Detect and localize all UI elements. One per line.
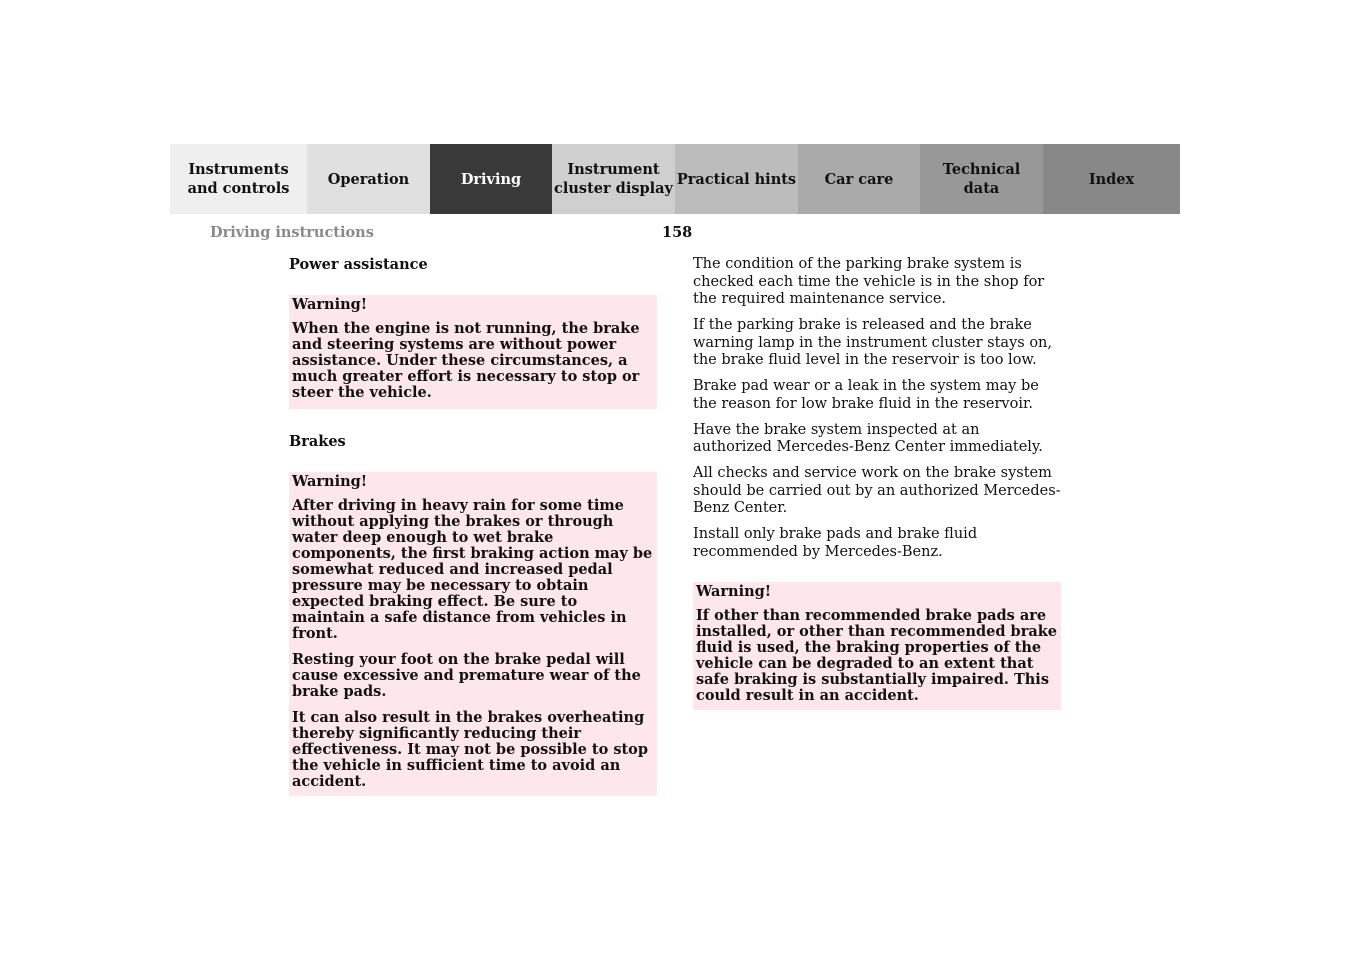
body-paragraph: Brake pad wear or a leak in the system may be the reason for low brake fluid in the reservoir. [693, 378, 1039, 412]
warning-text: When the engine is not running, the brake and steering systems are without power assistance. Under these circumstances, a much greater effort is necessary to stop or steer the vehicle. [292, 320, 640, 401]
body-paragraph: If the parking brake is released and the brake warning lamp in the instrument cluster stays on, the brake fluid level in the reservoir is too low. [693, 317, 1052, 368]
warning-text: If other than recommended brake pads are installed, or other than recommended brake fluid is used, the braking properties of the vehicle can be degraded to an extent that safe braking is substantially impaired. This could result in an accident. [696, 607, 1058, 704]
power-assistance-heading: Power assistance [289, 256, 428, 273]
page-number: 158 [662, 224, 693, 241]
warning-title: Warning! [292, 296, 368, 313]
tab-car-care[interactable]: Car care [798, 144, 920, 214]
tab-operation[interactable]: Operation [307, 144, 430, 214]
power-assistance-warning [289, 295, 657, 409]
brakes-warning [289, 472, 657, 796]
tab-driving[interactable]: Driving [430, 144, 552, 214]
brake-pads-warning [693, 582, 1061, 710]
tab-index[interactable]: Index [1043, 144, 1180, 214]
brakes-heading: Brakes [289, 433, 346, 450]
body-paragraph: Have the brake system inspected at an authorized Mercedes-Benz Center immediately. [693, 421, 1043, 455]
warning-text: It can also result in the brakes overheating thereby significantly reducing their effectiveness. It may not be possible to stop the vehicle in sufficient time to avoid an accident. [292, 709, 648, 790]
section-label: Driving instructions [210, 224, 374, 241]
warning-title: Warning! [696, 583, 772, 600]
right-column [693, 256, 1061, 710]
tab-technical-data[interactable]: Technical data [920, 144, 1043, 214]
warning-text: After driving in heavy rain for some time without applying the brakes or through water deep enough to wet brake components, the first braking action may be somewhat reduced and increased pedal pressure may be necessary to obtain expected braking effect. Be sure to maintain a safe distance from vehicles in front. [292, 497, 653, 642]
warning-text: Resting your foot on the brake pedal will cause excessive and premature wear of the brake pads. [292, 651, 641, 700]
body-paragraph: The condition of the parking brake system is checked each time the vehicle is in the shop for the required maintenance service. [693, 256, 1045, 307]
body-paragraph: Install only brake pads and brake fluid recommended by Mercedes-Benz. [693, 526, 978, 560]
tab-instrument-cluster-display[interactable]: Instrument cluster display [552, 144, 675, 214]
warning-title: Warning! [292, 473, 368, 490]
chapter-tab-bar [170, 144, 1180, 214]
tab-instruments-and-controls[interactable]: Instruments and controls [170, 144, 307, 214]
tab-practical-hints[interactable]: Practical hints [675, 144, 798, 214]
left-column [289, 256, 657, 796]
body-paragraph: All checks and service work on the brake system should be carried out by an authorized Mercedes-Benz Center. [693, 465, 1061, 516]
